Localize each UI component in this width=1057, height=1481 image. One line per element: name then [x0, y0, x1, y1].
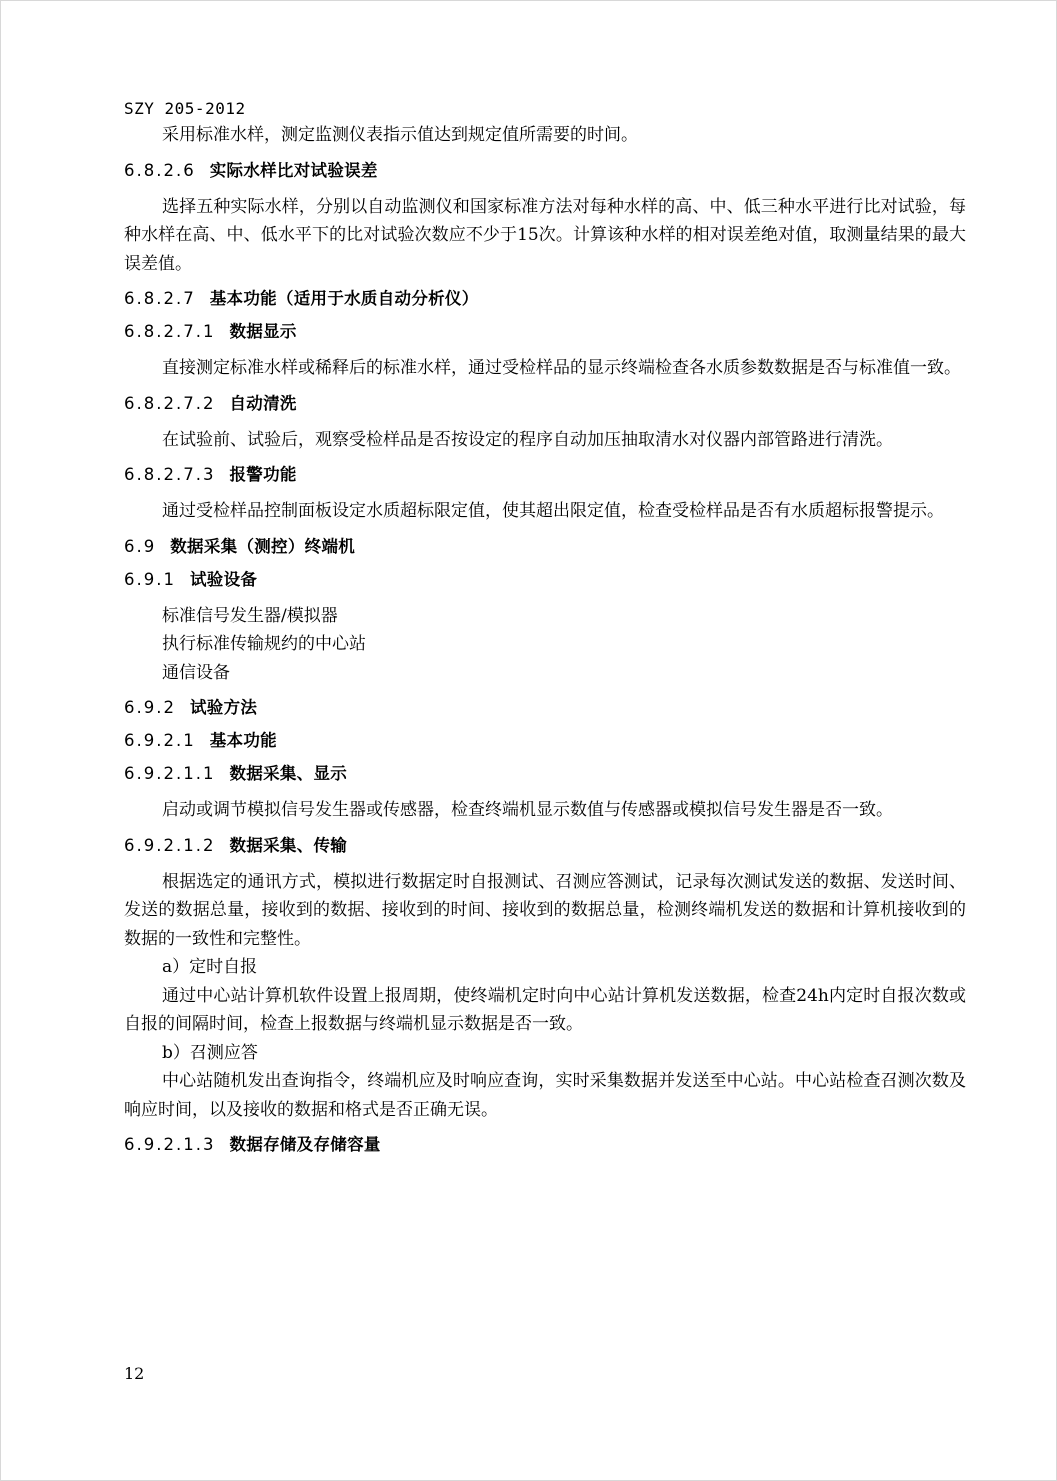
heading-6-9: 6.9 数据采集（测控）终端机 — [124, 536, 356, 556]
heading-6-9-2: 6.9.2 试验方法 — [124, 698, 258, 717]
document-body — [124, 121, 966, 1167]
heading-6-8-2-6: 6.8.2.6 实际水样比对试验误差 — [124, 160, 378, 180]
heading-6-8-2-7-2: 6.8.2.7.2 自动清洗 — [124, 393, 297, 413]
list-item: 标准信号发生器/模拟器 — [162, 605, 338, 626]
heading-6-8-2-7-1: 6.8.2.7.1 数据显示 — [124, 322, 297, 341]
list-item: 通信设备 — [162, 662, 230, 683]
standard-code: SZY 205-2012 — [124, 99, 246, 118]
page-number: 12 — [124, 1364, 145, 1383]
heading-6-9-2-1-1: 6.9.2.1.1 数据采集、显示 — [124, 764, 348, 783]
paragraph: 启动或调节模拟信号发生器或传感器，检查终端机显示数值与传感器或模拟信号发生器是否一致。 — [162, 800, 893, 820]
paragraph: 在试验前、试验后，观察受检样品是否按设定的程序自动加压抽取清水对仪器内部管路进行清洗。 — [162, 429, 893, 450]
paragraph: 根据选定的通讯方式，模拟进行数据定时自报测试、召测应答测试，记录每次测试发送的数据、发送时间、发送的数据总量，接收到的数据、接收到的时间、接收到的数据总量，检测终端机发送的数据和计算机接收到的数据的一致性和完整性。 — [124, 871, 966, 949]
list-item-b: b）召测应答 — [162, 1042, 258, 1063]
list-item: 执行标准传输规约的中心站 — [162, 634, 366, 654]
heading-6-8-2-7-3: 6.8.2.7.3 报警功能 — [124, 465, 297, 484]
heading-6-9-2-1-3: 6.9.2.1.3 数据存储及存储容量 — [124, 1135, 381, 1154]
paragraph: 选择五种实际水样，分别以自动监测仪和国家标准方法对每种水样的高、中、低三种水平进行比对试验，每种水样在高、中、低水平下的比对试验次数应不少于15次。计算该种水样的相对误差绝对值，取测量结果的最大误差值。 — [124, 196, 966, 274]
paragraph: 通过中心站计算机软件设置上报周期，使终端机定时向中心站计算机发送数据，检查24h内定时自报次数或自报的间隔时间，检查上报数据与终端机显示数据是否一致。 — [124, 985, 966, 1034]
paragraph: 中心站随机发出查询指令，终端机应及时响应查询，实时采集数据并发送至中心站。中心站检查召测次数及响应时间，以及接收的数据和格式是否正确无误。 — [124, 1071, 966, 1120]
paragraph: 通过受检样品控制面板设定水质超标限定值，使其超出限定值，检查受检样品是否有水质超标报警提示。 — [162, 501, 944, 521]
paragraph: 直接测定标准水样或稀释后的标准水样，通过受检样品的显示终端检查各水质参数数据是否与标准值一致。 — [162, 358, 961, 378]
heading-6-9-2-1: 6.9.2.1 基本功能 — [124, 731, 277, 750]
heading-6-9-2-1-2: 6.9.2.1.2 数据采集、传输 — [124, 835, 348, 855]
list-item-a: a）定时自报 — [162, 957, 258, 977]
heading-6-8-2-7: 6.8.2.7 基本功能（适用于水质自动分析仪） — [124, 289, 479, 308]
heading-6-9-1: 6.9.1 试验设备 — [124, 569, 258, 589]
paragraph: 采用标准水样，测定监测仪表指示值达到规定值所需要的时间。 — [162, 125, 638, 145]
